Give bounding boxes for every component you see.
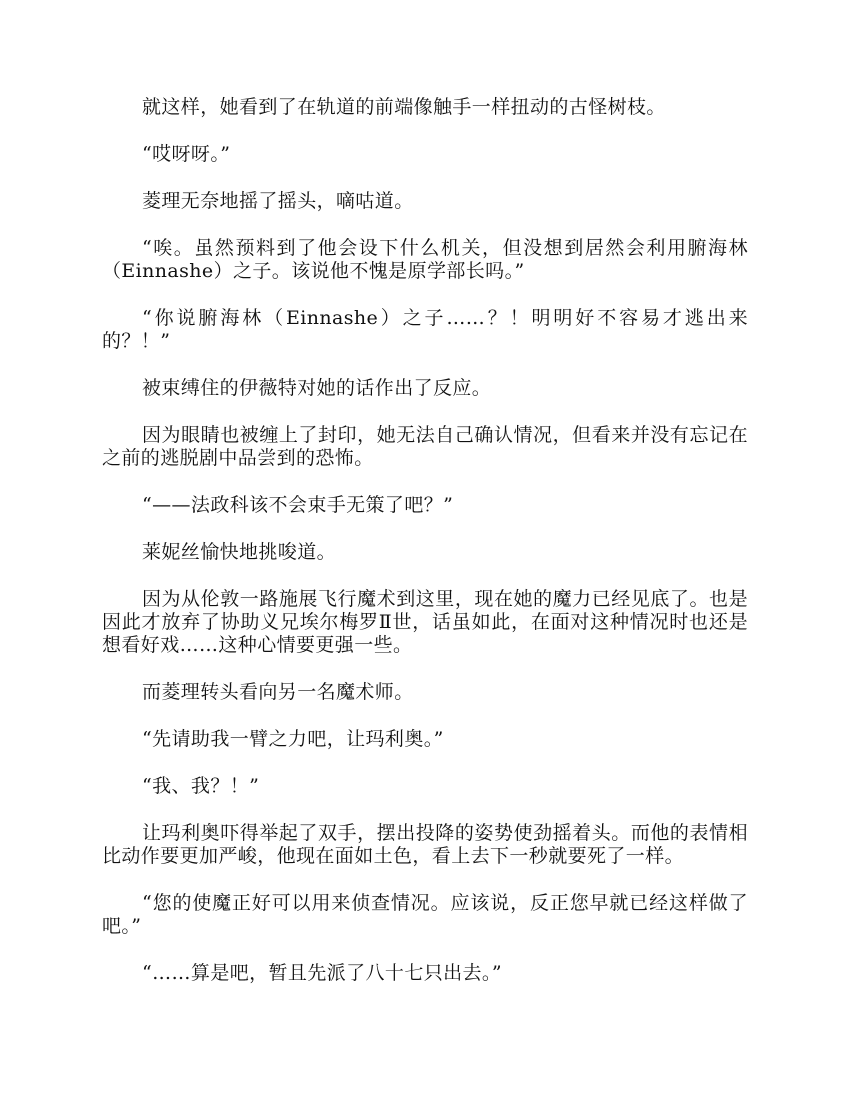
document-body (102, 96, 748, 1009)
paragraph-15: “您的使魔正好可以用来侦查情况。应该说，反正您早就已经这样做了吧。” (102, 892, 748, 937)
paragraph-11: 而菱理转头看向另一名魔术师。 (142, 681, 414, 703)
paragraph-2: “哎呀呀。” (142, 143, 231, 165)
paragraph-1: 就这样，她看到了在轨道的前端像触手一样扭动的古怪树枝。 (142, 96, 666, 118)
paragraph-8: “——法政科该不会束手无策了吧？” (142, 494, 454, 516)
paragraph-3: 菱理无奈地摇了摇头，嘀咕道。 (142, 190, 414, 212)
paragraph-14: 让玛利奥吓得举起了双手，摆出投降的姿势使劲摇着头。而他的表情相比动作要更加严峻，他现在面如土色，看上去下一秒就要死了一样。 (102, 822, 748, 867)
paragraph-7: 因为眼睛也被缠上了封印，她无法自己确认情况，但看来并没有忘记在之前的逃脱剧中品尝到的恐怖。 (102, 424, 748, 469)
paragraph-12: “先请助我一臂之力吧，让玛利奥。” (142, 728, 444, 750)
paragraph-6: 被束缚住的伊薇特对她的话作出了反应。 (142, 377, 492, 399)
paragraph-5: “你说腑海林（Einnashe）之子……？！明明好不容易才逃出来的？！” (102, 307, 748, 352)
paragraph-4: “唉。虽然预料到了他会设下什么机关，但没想到居然会利用腑海林（Einnashe）之子。该说他不愧是原学部长吗。” (102, 237, 748, 282)
paragraph-10: 因为从伦敦一路施展飞行魔术到这里，现在她的魔力已经见底了。也是因此才放弃了协助义兄埃尔梅罗Ⅱ世，话虽如此，在面对这种情况时也还是想看好戏……这种心情要更强一些。 (102, 588, 748, 656)
paragraph-9: 莱妮丝愉快地挑唆道。 (142, 541, 337, 563)
paragraph-16: “……算是吧，暂且先派了八十七只出去。” (142, 962, 502, 984)
paragraph-13: “我、我？！” (142, 775, 260, 797)
